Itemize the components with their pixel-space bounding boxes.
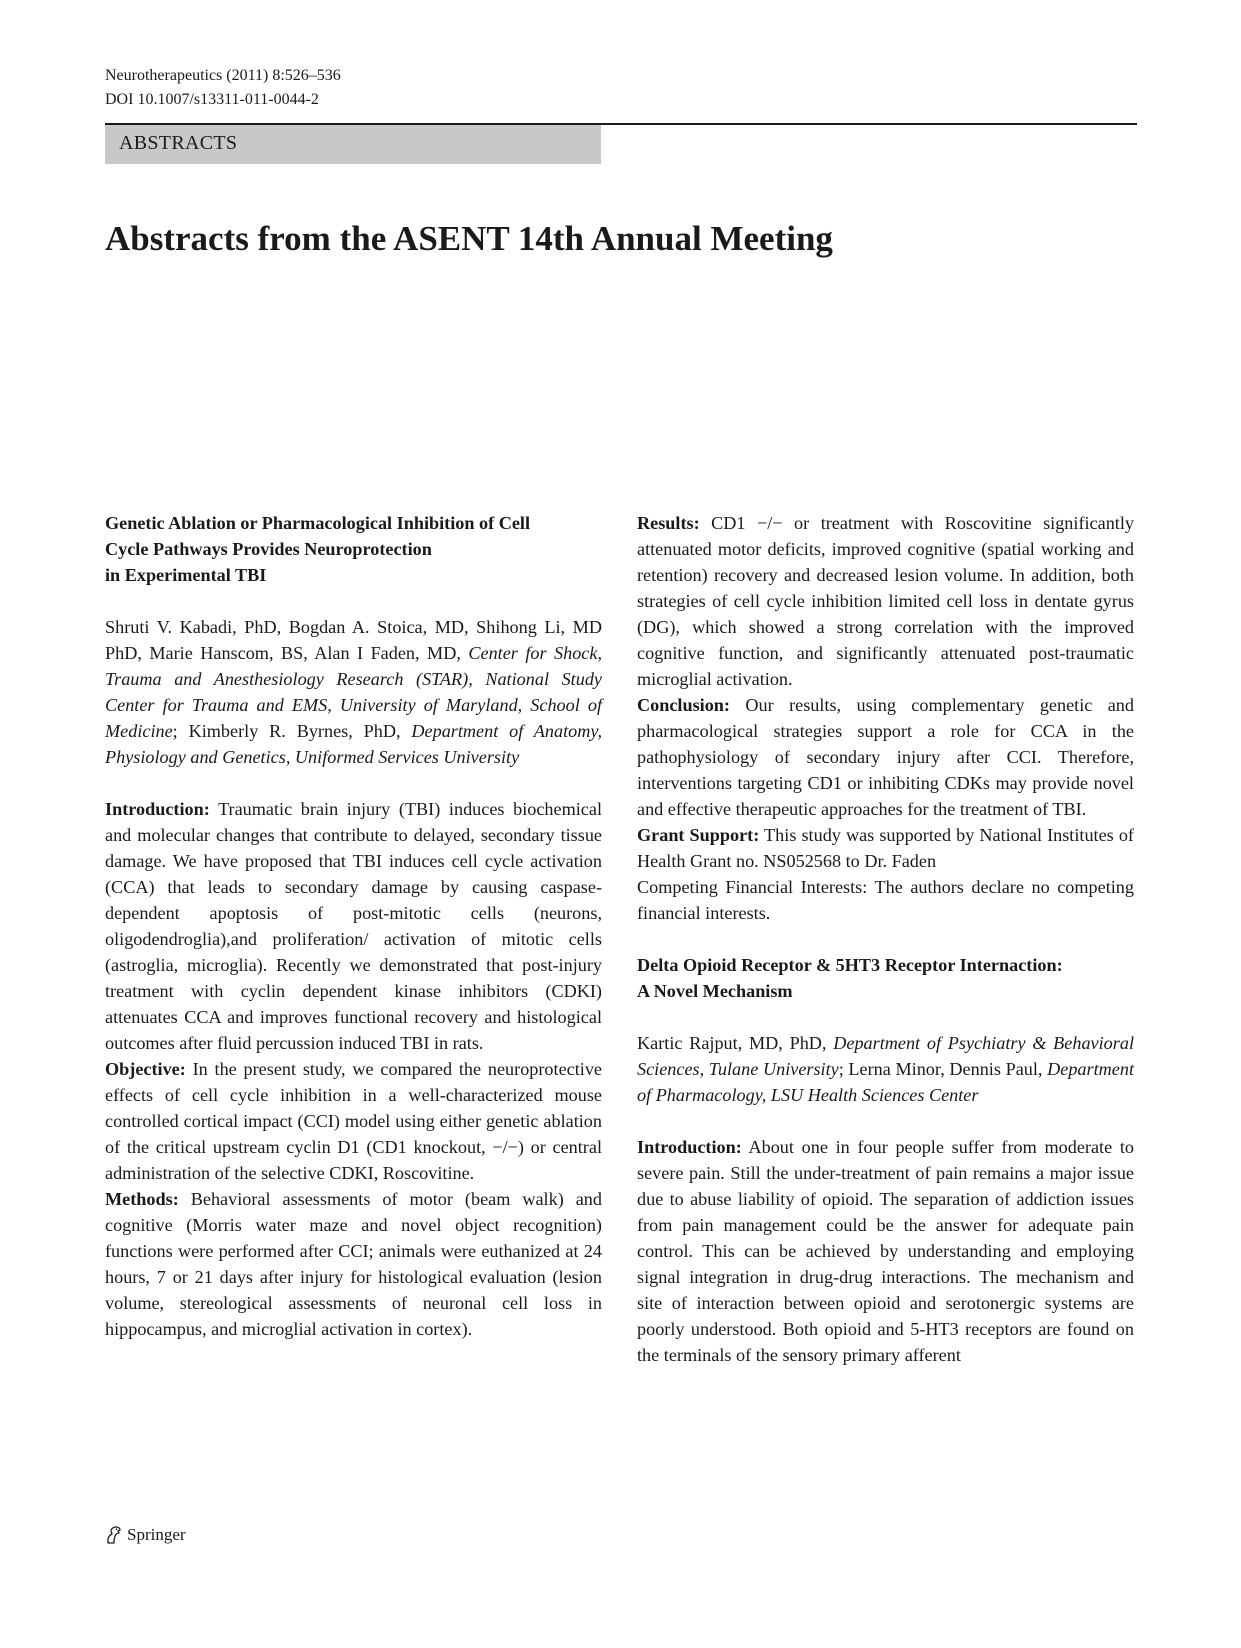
abstract-1-title-line: Cycle Pathways Provides Neuroprotection — [105, 539, 432, 559]
journal-citation: Neurotherapeutics (2011) 8:526–536 — [105, 67, 341, 84]
conclusion-text: Our results, using complementary genetic and pharmacological strategies support a role for CCA in the pathophysiology of secondary injury after CCI. Therefore, interventions targeting CD1 or inhibiting CDKs may provide novel and effective therapeutic approaches for the treatment of TBI. — [637, 695, 1134, 819]
methods-label: Methods: — [105, 1189, 179, 1209]
results-text: CD1 −/− or treatment with Roscovitine significantly attenuated motor deficits, improved cognitive (spatial working and retention) recovery and decreased lesion volume. In addition, both strategies of cell cycle inhibition limited cell loss in dentate gyrus (DG), which showed a strong correlation with the improved cognitive function, and significantly attenuated post-traumatic microglial activation. — [637, 513, 1134, 689]
abstract-1-competing-interests: Competing Financial Interests: The authors declare no competing financial interests. — [637, 877, 1134, 923]
abstract-1-grant-support — [637, 822, 1134, 874]
author-names: ; Kimberly R. Byrnes, PhD, — [172, 721, 412, 741]
author-affiliation: Department of Anatomy, Physiology and Genetics, Uniformed Services University — [105, 721, 603, 767]
abstract-1-results — [637, 510, 1134, 692]
doi: DOI 10.1007/s13311-011-0044-2 — [105, 91, 319, 108]
grant-support-text: This study was supported by National Institutes of Health Grant no. NS052568 to Dr. Faden — [637, 825, 1134, 871]
introduction-label: Introduction: — [105, 799, 210, 819]
springer-horse-icon — [105, 1525, 123, 1545]
abstract-1-introduction — [105, 796, 602, 1056]
abstract-2-title-line: A Novel Mechanism — [637, 981, 793, 1001]
page-title: Abstracts from the ASENT 14th Annual Meeting — [105, 219, 833, 258]
abstract-2-title-line: Delta Opioid Receptor & 5HT3 Receptor Internaction: — [637, 955, 1063, 975]
publisher-footer — [105, 1525, 186, 1545]
abstract-1-conclusion — [637, 692, 1134, 822]
methods-text: Behavioral assessments of motor (beam walk) and cognitive (Morris water maze and novel object recognition) functions were performed after CCI; animals were euthanized at 24 hours, 7 or 21 days after injury for histological evaluation (lesion volume, stereological assessments of neuronal cell loss in hippocampus, and microglial activation in cortex). — [105, 1189, 602, 1339]
section-label: ABSTRACTS — [105, 125, 601, 164]
author-affiliation: Department of Pharmacology, LSU Health Sciences Center — [637, 1059, 1135, 1105]
abstract-1-title-line: in Experimental TBI — [105, 565, 267, 585]
introduction-label: Introduction: — [637, 1137, 742, 1157]
abstract-2-authors — [637, 1030, 1134, 1108]
abstract-1-title — [105, 510, 602, 588]
introduction-text: Traumatic brain injury (TBI) induces biochemical and molecular changes that contribute to delayed, secondary tissue damage. We have proposed that TBI induces cell cycle activation (CCA) that leads to secondary damage by causing caspase-dependent apoptosis of post-mitotic cells (neurons, oligodendroglia),and proliferation/ activation of mitotic cells (astroglia, microglia). Recently we demonstrated that post-injury treatment with cyclin dependent kinase inhibitors (CDKI) attenuates CCA and improves functional recovery and histological outcomes after fluid percussion induced TBI in rats. — [105, 799, 602, 1053]
abstract-2-title — [637, 952, 1134, 1004]
author-affiliation: Department of Psychiatry & Behavioral Sciences, Tulane University — [637, 1033, 1134, 1079]
author-names: Kartic Rajput, MD, PhD, — [637, 1033, 834, 1053]
abstract-1-title-line: Genetic Ablation or Pharmacological Inhibition of Cell — [105, 513, 531, 533]
results-label: Results: — [637, 513, 700, 533]
objective-text: In the present study, we compared the neuroprotective effects of cell cycle inhibition in a well-characterized mouse controlled cortical impact (CCI) model using either genetic ablation of the critical upstream cyclin D1 (CD1 knockout, −/−) or central administration of the selective CDKI, Roscovitine. — [105, 1059, 602, 1183]
conclusion-label: Conclusion: — [637, 695, 730, 715]
abstract-1-objective — [105, 1056, 602, 1186]
author-names: Shruti V. Kabadi, PhD, Bogdan A. Stoica, MD, Shihong Li, MD PhD, Marie Hanscom, BS, Alan I Faden, MD, — [105, 617, 602, 663]
introduction-text: About one in four people suffer from moderate to severe pain. Still the under-treatment of pain remains a major issue due to abuse liability of opioid. The separation of addiction issues from pain management could be the answer for adequate pain control. This can be achieved by understanding and employing signal integration in drug-drug interactions. The mechanism and site of interaction between opioid and serotonergic systems are poorly understood. Both opioid and 5-HT3 receptors are found on the terminals of the sensory primary afferent — [637, 1137, 1134, 1365]
objective-label: Objective: — [105, 1059, 186, 1079]
left-column — [105, 510, 602, 1342]
abstract-1-methods — [105, 1186, 602, 1342]
author-affiliation: Center for Shock, Trauma and Anesthesiology Research (STAR), National Study Center for Trauma and EMS, University of Maryland, School of Medicine — [105, 643, 602, 741]
publisher-name: Springer — [127, 1525, 186, 1544]
right-column — [637, 510, 1134, 1368]
grant-support-label: Grant Support: — [637, 825, 760, 845]
journal-reference — [105, 64, 341, 112]
abstract-1-authors — [105, 614, 602, 770]
author-names: ; Lerna Minor, Dennis Paul, — [838, 1059, 1048, 1079]
abstract-2-introduction — [637, 1134, 1134, 1368]
